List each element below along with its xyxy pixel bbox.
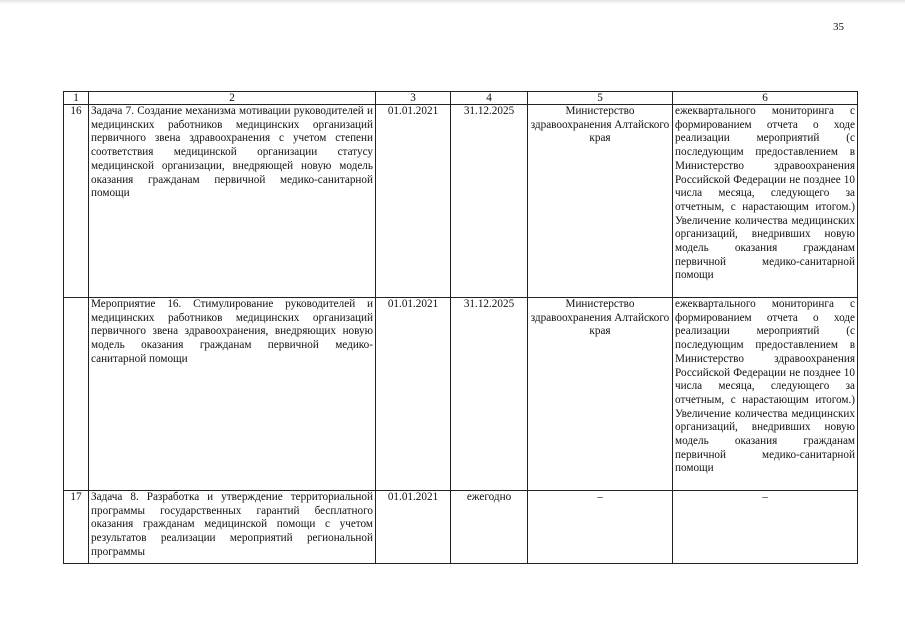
expected-result: – [673,491,858,564]
task-description: Мероприятие 16. Стимулирование руководителей и медицинских работников медицинских организаций первичного звена здравоохранения, внедряющих новую модель оказания гражданам первичной медико-санитарной помощи [89,298,376,491]
end-date: 31.12.2025 [451,298,528,491]
end-date: ежегодно [451,491,528,564]
header-col-3: 3 [376,92,451,105]
expected-result: ежеквартального мониторинга с формированием отчета о ходе реализации мероприятий (с последующим предоставлением в Министерство здравоохранения Российской Федерации не позднее 10 числа месяца, следующего за отчетным, с нарастающим итогом.) Увеличение количества медицинских организаций, внедривших новую модель оказания гражданам первичной медико-санитарной помощи [673,105,858,298]
program-table [63,91,858,564]
table-row [64,298,858,491]
header-col-1: 1 [64,92,89,105]
row-number: 17 [64,491,89,564]
header-col-4: 4 [451,92,528,105]
executor: Министерство здравоохранения Алтайского края [528,105,673,298]
scan-edge [0,0,905,4]
row-number [64,298,89,491]
executor: – [528,491,673,564]
start-date: 01.01.2021 [376,491,451,564]
task-description: Задача 8. Разработка и утверждение территориальной программы государственных гарантий бесплатного оказания гражданам медицинской помощи с учетом результатов реализации мероприятий региональной программы [89,491,376,564]
header-col-2: 2 [89,92,376,105]
start-date: 01.01.2021 [376,298,451,491]
row-number: 16 [64,105,89,298]
task-description: Задача 7. Создание механизма мотивации руководителей и медицинских работников медицинских организаций первичного звена здравоохранения с учетом степени соответствия медицинской организации статусу медицинской организации, внедряющей новую модель оказания гражданам первичной медико-санитарной помощи [89,105,376,298]
page-number: 35 [833,21,844,33]
table-row [64,105,858,298]
header-col-5: 5 [528,92,673,105]
executor: Министерство здравоохранения Алтайского края [528,298,673,491]
end-date: 31.12.2025 [451,105,528,298]
table-row [64,491,858,564]
header-col-6: 6 [673,92,858,105]
table-header-row [64,92,858,105]
expected-result: ежеквартального мониторинга с формированием отчета о ходе реализации мероприятий (с последующим предоставлением в Министерство здравоохранения Российской Федерации не позднее 10 числа месяца, следующего за отчетным, с нарастающим итогом.) Увеличение количества медицинских организаций, внедривших новую модель оказания гражданам первичной медико-санитарной помощи [673,298,858,491]
start-date: 01.01.2021 [376,105,451,298]
